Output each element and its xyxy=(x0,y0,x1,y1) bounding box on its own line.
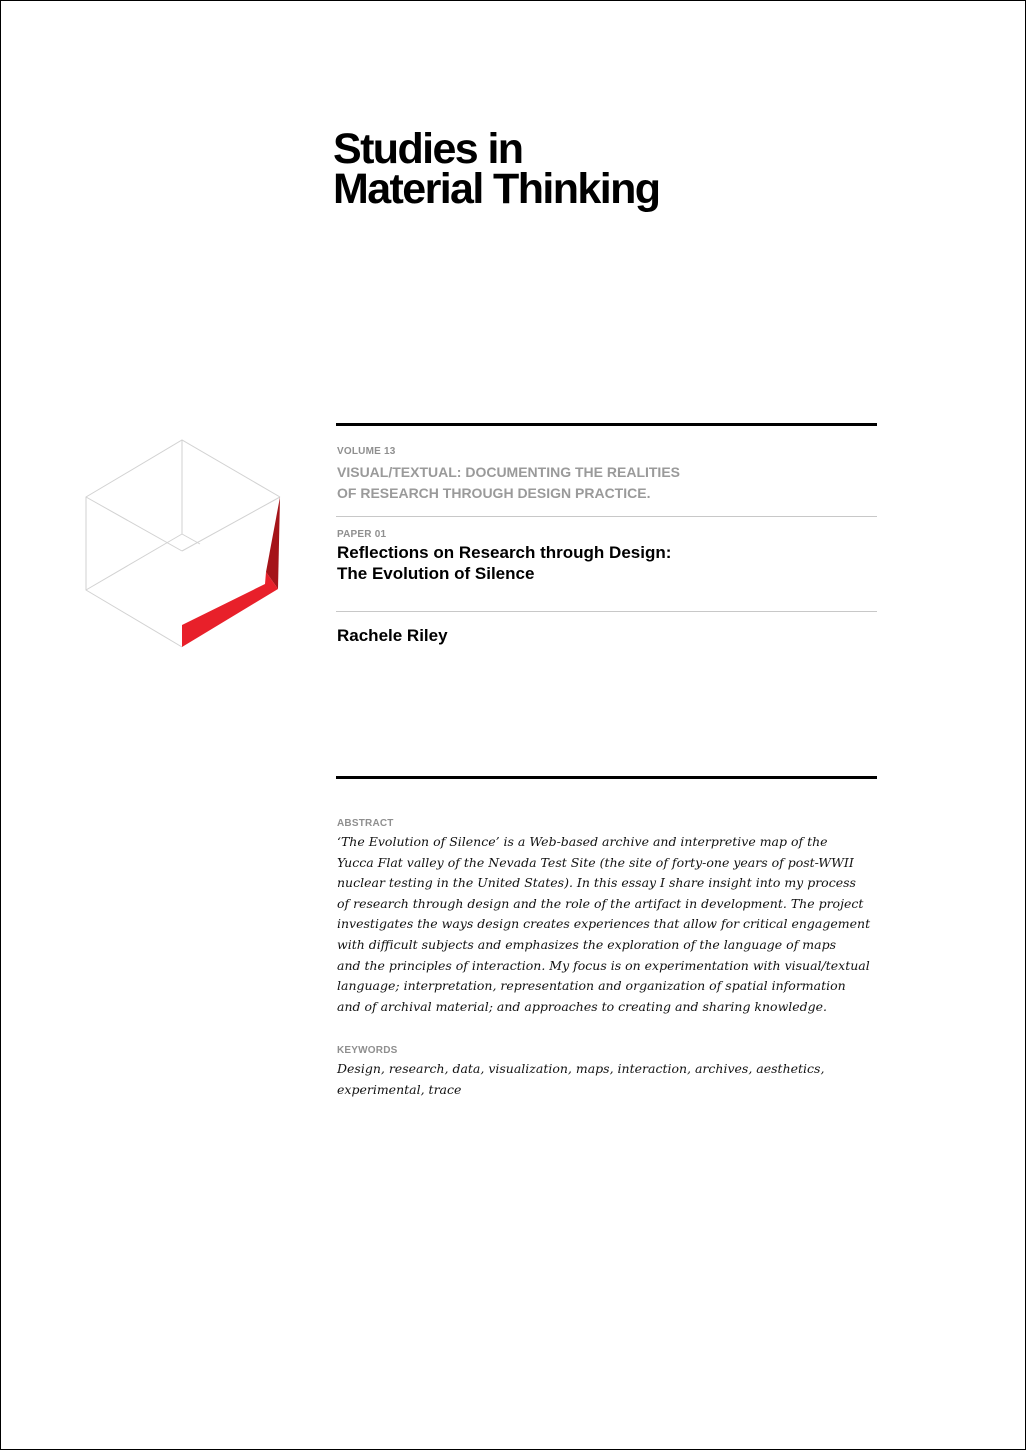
abstract-line: Yucca Flat valley of the Nevada Test Site (the site of forty-one years of post-WWII xyxy=(337,854,854,870)
abstract-label: ABSTRACT xyxy=(337,818,394,829)
abstract-line: language; interpretation, representation and organization of spatial information xyxy=(337,978,846,994)
abstract-line: of research through design and the role of the artifact in development. The project xyxy=(337,895,864,911)
author-name: Rachele Riley xyxy=(337,626,448,645)
paper-label: PAPER 01 xyxy=(337,529,387,540)
paper-title xyxy=(337,542,671,584)
abstract-line: nuclear testing in the United States). In this essay I share insight into my process xyxy=(337,875,856,891)
abstract-text xyxy=(337,832,870,1017)
journal-title-line-2: Material Thinking xyxy=(333,165,660,213)
open-cube-logo-icon xyxy=(83,437,283,652)
keywords-line: experimental, trace xyxy=(337,1081,462,1097)
issue-title-line-2: OF RESEARCH THROUGH DESIGN PRACTICE. xyxy=(337,485,651,501)
issue-title xyxy=(337,462,680,504)
abstract-line: and of archival material; and approaches to creating and sharing knowledge. xyxy=(337,998,828,1014)
abstract-line: with difficult subjects and emphasizes the exploration of the language of maps xyxy=(337,936,837,952)
logo-red-fold xyxy=(182,572,278,647)
abstract-line: and the principles of interaction. My focus is on experimentation with visual/textual xyxy=(337,957,870,973)
abstract-line: investigates the ways design creates experiences that allow for critical engagement xyxy=(337,916,871,932)
keywords-text xyxy=(337,1059,824,1100)
journal-title xyxy=(333,125,660,213)
volume-label: VOLUME 13 xyxy=(337,446,396,457)
divider xyxy=(336,516,877,517)
paper-title-line-1: Reflections on Research through Design: xyxy=(337,543,672,562)
abstract-line: ‘The Evolution of Silence’ is a Web-based archive and interpretive map of the xyxy=(337,834,828,849)
paper-title-line-2: The Evolution of Silence xyxy=(337,564,535,583)
abstract-rule xyxy=(336,776,877,779)
divider xyxy=(336,611,877,612)
keywords-label: KEYWORDS xyxy=(337,1045,398,1056)
journal-title-line-1: Studies in xyxy=(333,125,523,173)
header-rule xyxy=(336,423,877,426)
keywords-line: Design, research, data, visualization, maps, interaction, archives, aesthetics, xyxy=(337,1061,825,1076)
issue-title-line-1: VISUAL/TEXTUAL: DOCUMENTING THE REALITIES xyxy=(337,464,680,480)
